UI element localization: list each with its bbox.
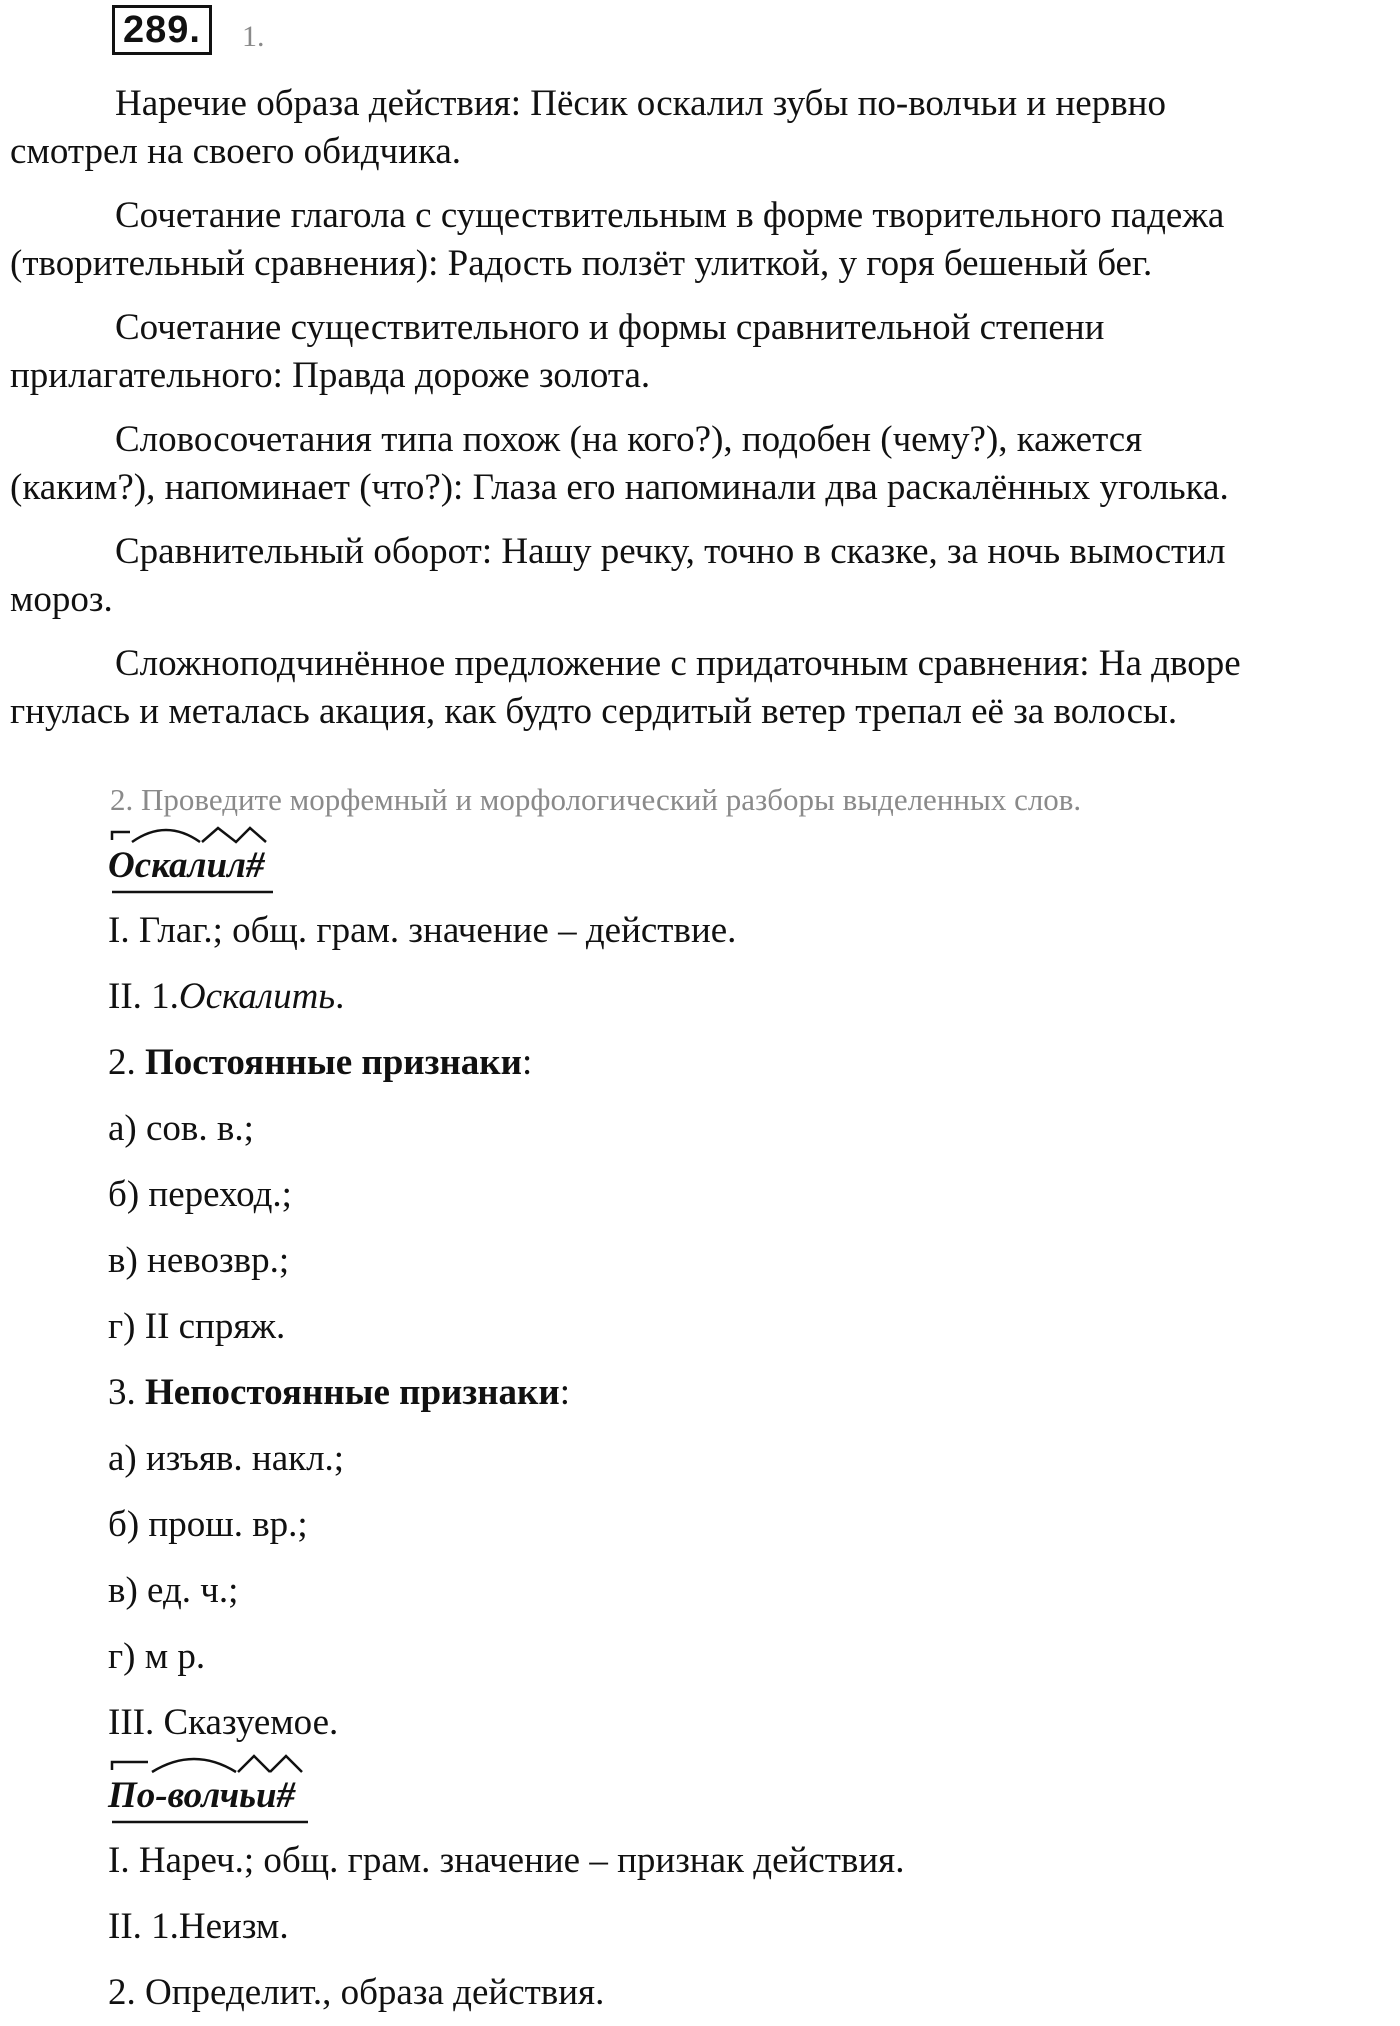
paragraph-line: Сочетание глагола с существительным в форме творительного падежа: [115, 195, 1225, 236]
paragraph-line: мороз.: [10, 579, 113, 620]
initial-form: Оскалить: [178, 976, 336, 1017]
analysis-line: б) переход.;: [108, 1174, 292, 1215]
paragraph-line: Наречие образа действия: Пёсик оскалил зубы по-волчьи и нервно: [115, 83, 1166, 124]
paragraph-line: (творительный сравнения): Радость ползёт улиткой, у горя бешеный бег.: [10, 243, 1153, 284]
answer-paragraph: [10, 416, 1400, 512]
paragraph-line: Словосочетания типа похож (на кого?), подобен (чему?), кажется: [115, 419, 1143, 460]
answer-paragraph: [10, 80, 1400, 176]
paragraph-line: (каким?), напоминает (что?): Глаза его напоминали два раскалённых уголька.: [10, 467, 1229, 508]
answer-paragraph: [10, 528, 1400, 624]
zero-ending-mark: #: [246, 845, 265, 886]
word-analysis-oskalil: [108, 840, 1398, 1756]
analysis-line: г) м р.: [108, 1636, 206, 1677]
analysis-line: в) невозвр.;: [108, 1240, 290, 1281]
paragraph-line: Сравнительный оборот: Нашу речку, точно в сказке, за ночь вымостил: [115, 531, 1226, 572]
section-heading: Непостоянные признаки: [145, 1372, 560, 1413]
answer-paragraph: [10, 640, 1400, 736]
exercise-number: 289.: [112, 5, 212, 55]
analysis-line: I. Глаг.; общ. грам. значение – действие.: [108, 910, 737, 951]
answer-paragraph: [10, 304, 1400, 400]
analyzed-word-text: Оскалил: [108, 845, 247, 886]
analysis-line: в) ед. ч.;: [108, 1570, 239, 1611]
paragraph-line: гнулась и металась акация, как будто сердитый ветер трепал её за волосы.: [10, 691, 1178, 732]
analysis-line: II. 1.Неизм.: [108, 1906, 289, 1947]
zero-ending-mark: #: [276, 1775, 296, 1816]
analyzed-word: [108, 1770, 295, 1822]
morpheme-marks: [108, 820, 308, 900]
analysis-line: II. 1.Оскалить.: [108, 976, 345, 1017]
analysis-line: б) прош. вр.;: [108, 1504, 308, 1545]
task-number: 1.: [241, 20, 265, 53]
analysis-line: 2. Постоянные признаки:: [108, 1042, 533, 1083]
analysis-line: 3. Непостоянные признаки:: [108, 1372, 570, 1413]
analysis-line: г) II спряж.: [108, 1306, 286, 1347]
analyzed-word: [108, 840, 265, 892]
answer-paragraph: [10, 192, 1400, 288]
task-2-instruction: 2. Проведите морфемный и морфологический разборы выделенных слов.: [110, 782, 1082, 817]
answer-paragraphs: [10, 80, 1400, 752]
morpheme-marks: [108, 1750, 338, 1830]
analysis-line: а) сов. в.;: [108, 1108, 254, 1149]
analysis-line: I. Нареч.; общ. грам. значение – признак действия.: [108, 1840, 905, 1881]
paragraph-line: смотрел на своего обидчика.: [10, 131, 462, 172]
paragraph-line: Сложноподчинённое предложение с придаточным сравнения: На дворе: [115, 643, 1241, 684]
analysis-line: III. Сказуемое.: [108, 1702, 339, 1743]
section-heading: Постоянные признаки: [145, 1042, 522, 1083]
analysis-line: 2. Определит., образа действия.: [108, 1972, 605, 2013]
word-analysis-po-volchi: [108, 1770, 1398, 2026]
analyzed-word-text: По-волчьи: [108, 1775, 277, 1816]
exercise-header: [112, 4, 264, 56]
analysis-line: а) изъяв. накл.;: [108, 1438, 345, 1479]
paragraph-line: прилагательного: Правда дороже золота.: [10, 355, 651, 396]
paragraph-line: Сочетание существительного и формы сравнительной степени: [115, 307, 1105, 348]
